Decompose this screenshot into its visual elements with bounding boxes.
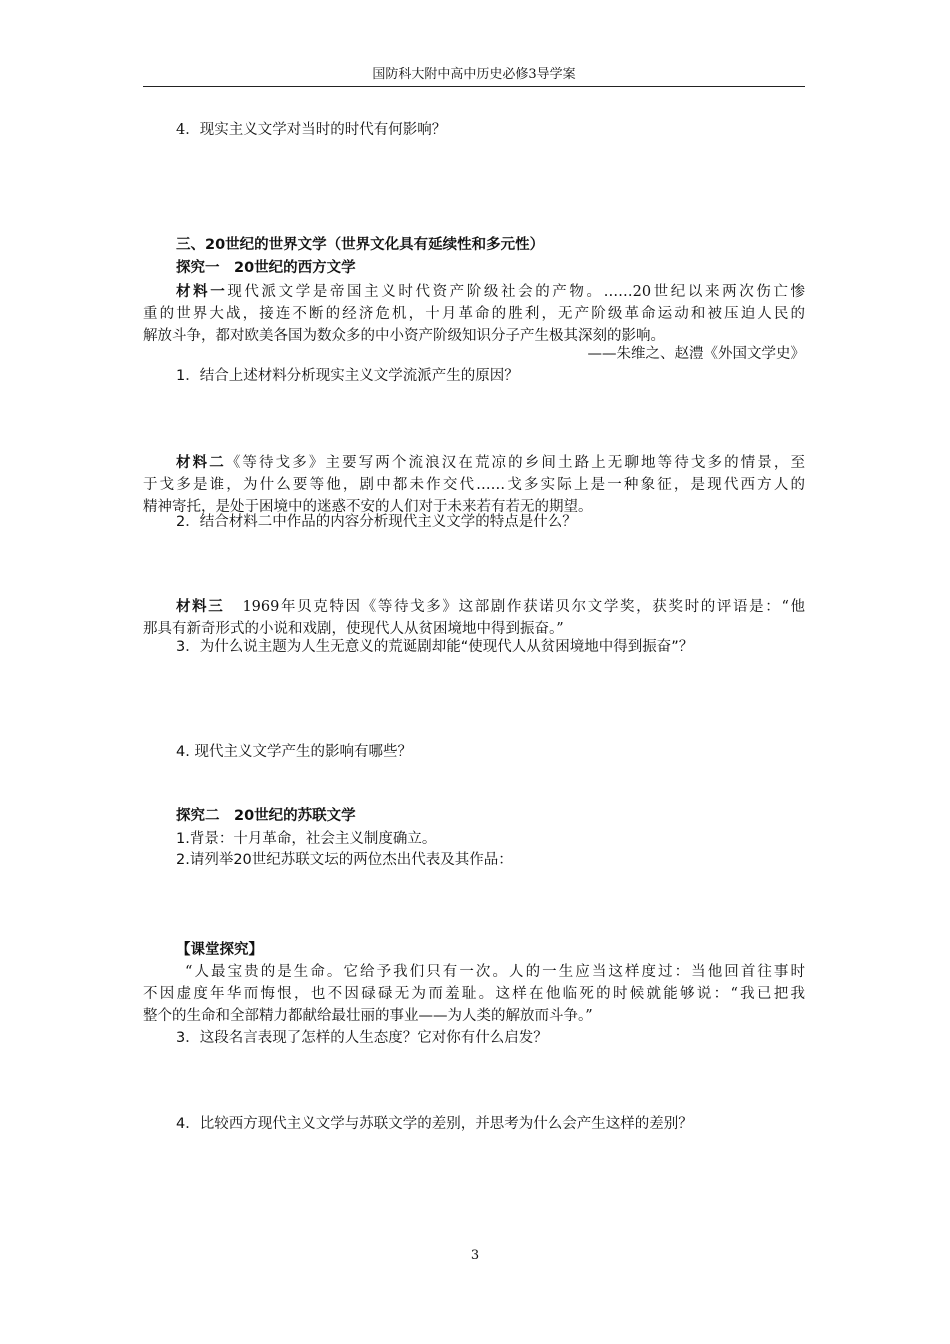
material1-line1: 材料一现代派文学是帝国主义时代资产阶级社会的产物。……20世纪以来两次伤亡惨: [176, 284, 806, 300]
explore1-title: 探究一 20世纪的西方文学: [176, 260, 356, 276]
question-3: 3．为什么说主题为人生无意义的荒诞剧却能“使现代人从贫困境地中得到振奋”？: [176, 639, 694, 655]
material2-label: 材料二: [176, 455, 226, 471]
material3-line2: 那具有新奇形式的小说和戏剧，使现代人从贫困境地中得到振奋。”: [143, 621, 564, 637]
material3-line1: 材料三 1969年贝克特因《等待戈多》这部剧作获诺贝尔文学奖，获奖时的评语是：“他: [176, 599, 806, 615]
explore2-item2: 2.请列举20世纪苏联文坛的两位杰出代表及其作品：: [176, 852, 513, 868]
explore2-title: 探究二 20世纪的苏联文学: [176, 808, 356, 824]
question-4: 4. 现代主义文学产生的影响有哪些？: [176, 744, 412, 760]
material1-line2: 重的世界大战，接连不断的经济危机，十月革命的胜利，无产阶级革命运动和被压迫人民的: [143, 306, 805, 322]
material2-line1: 材料二《等待戈多》主要写两个流浪汉在荒凉的乡间土路上无聊地等待戈多的情景，至: [176, 455, 806, 471]
material3-label: 材料三: [176, 599, 225, 615]
quote-line1: “人最宝贵的是生命。它给予我们只有一次。人的一生应当这样度过：当他回首往事时: [185, 964, 805, 980]
material1-line3: 解放斗争，都对欧美各国为数众多的中小资产阶级知识分子产生极其深刻的影响。: [143, 328, 665, 344]
header-title: 国防科大附中高中历史必修3导学案: [372, 67, 576, 82]
page-header: [143, 66, 805, 87]
classroom-title: 【课堂探究】: [176, 942, 263, 958]
quote-line2: 不因虚度年华而悔恨，也不因碌碌无为而羞耻。这样在他临死的时候就能够说：“我已把我: [143, 986, 805, 1002]
quote-line3: 整个的生命和全部精力都献给最壮丽的事业——为人类的解放而斗争。”: [143, 1008, 593, 1024]
classroom-question-3: 3．这段名言表现了怎样的人生态度？它对你有什么启发？: [176, 1030, 548, 1046]
question-2: 2．结合材料二中作品的内容分析现代主义文学的特点是什么？: [176, 514, 577, 530]
question-realism-impact: 4．现实主义文学对当时的时代有何影响？: [176, 122, 447, 138]
section-title: 三、20世纪的世界文学（世界文化具有延续性和多元性）: [176, 237, 545, 253]
explore2-item1: 1.背景：十月革命，社会主义制度确立。: [176, 831, 437, 847]
material1-label: 材料一: [176, 284, 228, 300]
material1-source: ——朱维之、赵澧《外国文学史》: [587, 346, 805, 362]
material2-line3: 精神寄托，是处于困境中的迷惑不安的人们对于未来若有若无的期望。: [143, 499, 593, 515]
classroom-question-4: 4．比较西方现代主义文学与苏联文学的差别，并思考为什么会产生这样的差别？: [176, 1116, 693, 1132]
material2-line2: 于戈多是谁，为什么要等他，剧中都未作交代……戈多实际上是一种象征，是现代西方人的: [143, 477, 805, 493]
question-1: 1．结合上述材料分析现实主义文学流派产生的原因？: [176, 368, 519, 384]
page-number: 3: [470, 1248, 480, 1263]
